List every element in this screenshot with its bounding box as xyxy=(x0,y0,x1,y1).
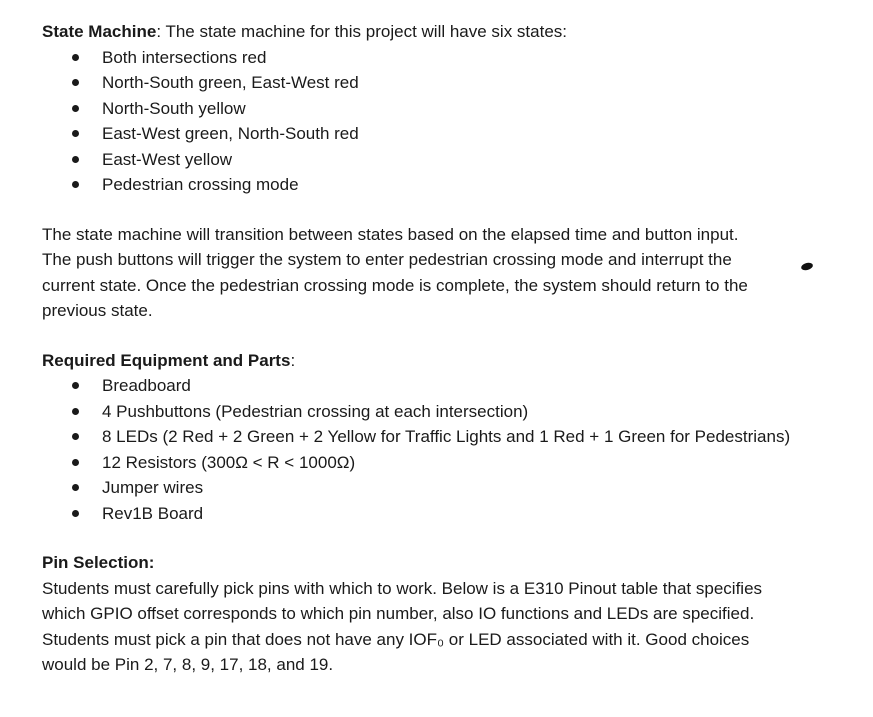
state-machine-heading-rest: : The state machine for this project will have six states: xyxy=(156,22,568,41)
spacer xyxy=(42,198,842,222)
paragraph-line: previous state. xyxy=(42,301,153,320)
equipment-heading-bold: Required Equipment and Parts xyxy=(42,350,291,370)
paragraph-line: Students must carefully pick pins with which to work. Below is a E310 Pinout table that specifies xyxy=(42,578,763,598)
list-item xyxy=(42,70,842,96)
equipment-heading xyxy=(42,348,842,374)
list-item-text: Breadboard xyxy=(102,376,191,395)
list-item-text: 4 Pushbuttons (Pedestrian crossing at each intersection) xyxy=(102,401,529,421)
bullet-icon xyxy=(72,484,79,491)
list-item xyxy=(42,373,842,399)
list-item xyxy=(42,172,842,198)
bullet-icon xyxy=(72,433,79,440)
list-item xyxy=(42,424,842,450)
equipment-list xyxy=(42,373,842,526)
list-item xyxy=(42,501,842,527)
spacer xyxy=(42,324,842,348)
pin-selection-paragraph xyxy=(42,576,842,678)
paragraph-line: Students must pick a pin that does not have any IOF₀ or LED associated with it. Good choices xyxy=(42,629,750,649)
equipment-heading-rest: : xyxy=(290,350,296,370)
list-item xyxy=(42,399,842,425)
paragraph-line: which GPIO offset corresponds to which pin number, also IO functions and LEDs are specified. xyxy=(42,604,755,623)
state-machine-heading xyxy=(42,19,842,45)
document-page xyxy=(42,19,842,678)
bullet-icon xyxy=(72,130,79,137)
states-list xyxy=(42,45,842,198)
bullet-icon xyxy=(72,459,79,466)
list-item-text: Jumper wires xyxy=(102,478,204,497)
spacer xyxy=(42,526,842,550)
state-machine-heading-bold: State Machine xyxy=(42,22,157,41)
paragraph-line: The push buttons will trigger the system to enter pedestrian crossing mode and interrupt the xyxy=(42,250,732,269)
list-item-text: 8 LEDs (2 Red + 2 Green + 2 Yellow for Traffic Lights and 1 Red + 1 Green for Pedestrians) xyxy=(102,427,791,446)
list-item xyxy=(42,45,842,71)
list-item xyxy=(42,147,842,173)
bullet-icon xyxy=(72,382,79,389)
list-item-text: East-West yellow xyxy=(102,149,233,169)
list-item xyxy=(42,96,842,122)
list-item-text: 12 Resistors (300Ω < R < 1000Ω) xyxy=(102,452,356,472)
list-item-text: North-South yellow xyxy=(102,98,246,118)
list-item xyxy=(42,450,842,476)
paragraph-line: The state machine will transition between states based on the elapsed time and button input. xyxy=(42,224,739,244)
list-item-text: North-South green, East-West red xyxy=(102,73,359,92)
paragraph-line: would be Pin 2, 7, 8, 9, 17, 18, and 19. xyxy=(42,655,334,674)
list-item-text: Rev1B Board xyxy=(102,503,204,523)
pin-selection-heading xyxy=(42,550,842,576)
bullet-icon xyxy=(72,510,79,517)
list-item-text: East-West green, North-South red xyxy=(102,124,359,143)
bullet-icon xyxy=(72,156,79,163)
list-item xyxy=(42,121,842,147)
bullet-icon xyxy=(72,105,79,112)
bullet-icon xyxy=(72,79,79,86)
paragraph-line: current state. Once the pedestrian crossing mode is complete, the system should return to the xyxy=(42,275,748,295)
state-machine-paragraph xyxy=(42,222,842,324)
list-item xyxy=(42,475,842,501)
bullet-icon xyxy=(72,408,79,415)
bullet-icon xyxy=(72,181,79,188)
list-item-text: Both intersections red xyxy=(102,47,267,67)
list-item-text: Pedestrian crossing mode xyxy=(102,175,299,194)
bullet-icon xyxy=(72,54,79,61)
pin-selection-heading-bold: Pin Selection: xyxy=(42,553,155,572)
